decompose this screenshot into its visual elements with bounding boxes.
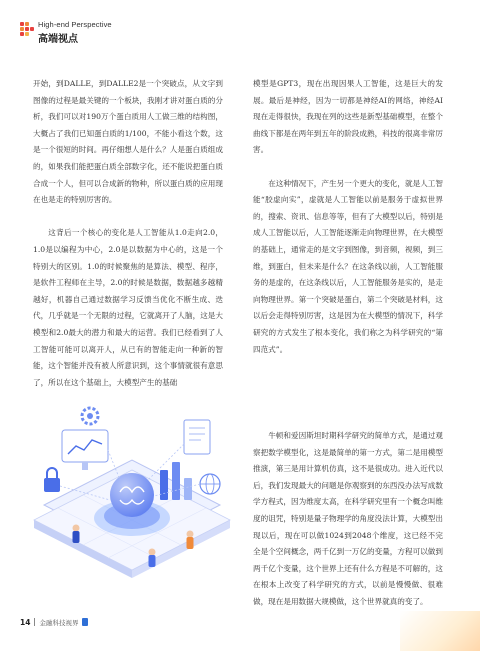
corner-decoration [400, 611, 480, 651]
right-column-bottom [253, 428, 443, 627]
left-column [33, 76, 223, 408]
gear-icon [82, 408, 98, 424]
section-header [20, 20, 220, 48]
paragraph: 开始，到DALLE，到DALLE2是一个突破点，从文字到图像的过程是最关键的一个板块，我刚才讲对蛋白质的分析，我们可以对190万个蛋白质用人工做三维的结构图，大概占了我们已知蛋白质的1/100，不能小看这个数，这是一个很短的时间。再仔细想人是什么？人是蛋白质组成的，如果我们能把蛋白质全部数字化，还不能说把蛋白质合成一个人，但可以合成新的物种，所以蛋白质的应用现在也是走的特别厉害的。 [33, 79, 223, 205]
paragraph: 模型是GPT3，现在出现因果人工智能，这是巨大的发展。最后是神经，因为一切都是神经AI的网络，神经AI现在走得很快，我现在列的这些是新型基础模型，在整个曲线下都是在两年到五年的阶段成熟，科技的很离非常厉害。 [253, 79, 443, 155]
right-column-top [253, 76, 443, 375]
brain-chip-icon [110, 473, 154, 517]
globe-icon [200, 474, 220, 494]
paragraph: 这背后一个核心的变化是人工智能从1.0走向2.0，1.0是以编程为中心，2.0是以数据为中心的，这是一个特别大的区别。1.0的时候聚焦的是算法、模型、程序，是软件工程师在主导，2.0的时候是数据，数据越多越精越好，机器自己通过数据学习反馈当优化不断生成、迭代，几乎就是一个无限的过程，它就离开了人脑，这是大模型和2.0最大的潜力和最大的运营。我们已经看到了人工智能可能可以离开人，从已有的智能走向一种新的智能，这个智能并没有被人所意识到，这个事情就很有意思了，所以在这个基础上，大模型产生的基础 [33, 228, 223, 387]
lock-icon [44, 468, 60, 492]
paragraph: 牛顿和爱因斯坦时期科学研究的简单方式，是通过观察把数学模型化，这是最简单的第一方式，第二是用模型推演，第三是用计算机仿真，这不是很成功。进入近代以后，我们发现最大的问题是你观察到的东西没办法写成数学方程式，因为维度太高，在科学研究里有一个概念叫维度的诅咒，特别是量子物理学的角度没法计算，大模型出现以后，现在可以做1024到2048个维度，这已经不完全是个空间概念，两千亿到一万亿的变量，方程可以做到两千亿个变量，这个世界上还有什么方程是不可解的，这在根本上改变了科学研究的方式，以前是慢慢做、很难做，现在是用数据大规模做，这个世界就真的变了。 [253, 431, 443, 606]
document-icon [184, 420, 210, 454]
paragraph: 在这种情况下，产生另一个更大的变化，就是人工智能“胶虚向实”，虚就是人工智能以前是服务于虚拟世界的，搜索、资讯、信息等等，但有了大模型以后，特别是成人工智能以后，人工智能逐渐走向物理世界，在大模型的基础上，通常走的是文字到图像，到音频，视频，到三维，到蛋白，但未来是什么？在这条线以前，人工智能服务的是虚的，在这条线以后，人工智能服务是实的，是走向物理世界。第一个突破是蛋白，第二个突破是材料，这以后会走得特别厉害，这是因为在大模型的情况下，科学研究的方式发生了根本变化，我们称之为科学研究的“第四范式”。 [253, 178, 443, 354]
footer-divider [34, 618, 35, 626]
header-english-title: High-end Perspective [38, 20, 112, 29]
logo-icon [20, 22, 34, 42]
publication-flag-icon [82, 618, 88, 626]
header-chinese-title: 高端视点 [38, 34, 78, 45]
chart-icon [62, 430, 108, 470]
page-footer [20, 616, 88, 628]
publication-title: 金融科技视界 [39, 618, 79, 627]
ai-isometric-illustration [20, 400, 245, 610]
page-number: 14 [20, 617, 31, 627]
